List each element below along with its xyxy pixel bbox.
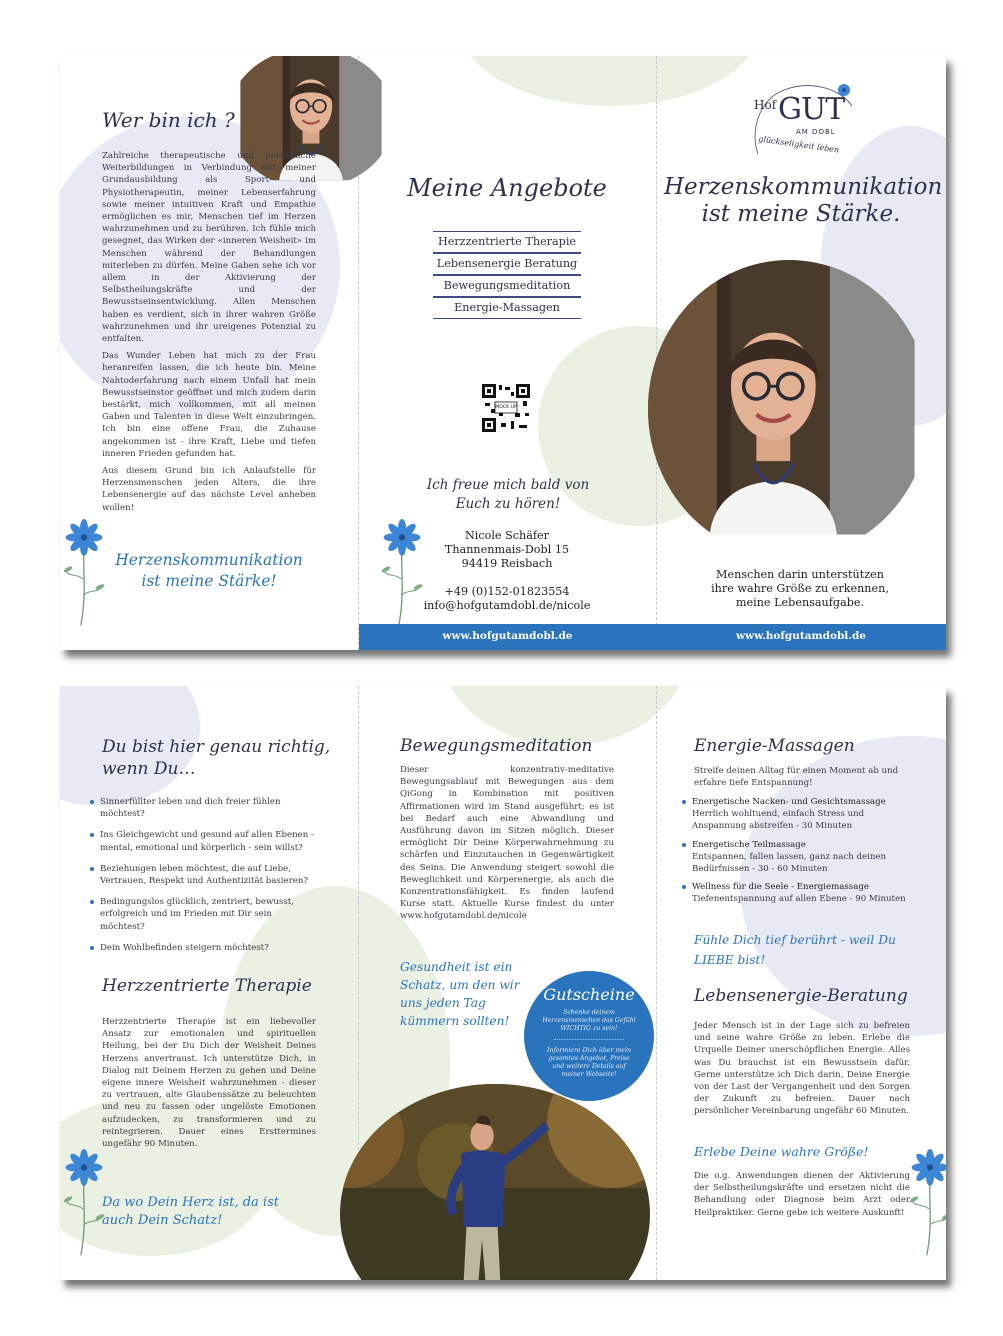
offer-item[interactable]: Herzzentrierte Therapie	[433, 231, 581, 253]
fold-line	[656, 56, 657, 650]
website-link[interactable]: www.hofgutamdobl.de	[442, 630, 573, 642]
about-paragraph: Zahlreiche therapeutische und persönliche Weiterbildungen in Verbindung mit meiner Grundausbildung als Sport- und Physiotherapeutin, meiner Lebenserfahrung sowie meiner intuitiven Kraft und Empathie ermöglichen es mir, Menschen tief im Herzen wahrzunehmen und zu berühren. Ich fühle mich gesegnet, das Wirken der «inneren Weisheit» im Menschen während der Behandlungen miterleben zu dürfen. Meine Gaben sehe ich vor allem in der Aktivierung der Selbstheilungskräfte und der Bewusstseinsentwicklung. Allen Menschen haben es verdient, sich in ihrer wahren Größe wahrzunehmen und ihr ureigenes Potenzial zu entfalten.	[102, 151, 316, 345]
cover-title	[664, 174, 943, 228]
divider	[554, 1039, 624, 1040]
list-item: Bedingungslos glücklich, zentriert, bewusst, erfolgreich und im Frieden mit Dir sein möchtest?	[90, 896, 318, 933]
counseling-text: Jeder Mensch ist in der Lage sich zu befreien und seine wahre Größe zu leben. Erlebe die Urquelle Deiner unerschöpflichen Energie. Alles was Du brauchst ist ein Bewusstsein dafür. Gerne unterstütze ich Dich darin, Deine Energie von der Last der Vergangenheit und den Sorgen der Zukunft zu befreien. Dauer nach persönlicher Vereinbarung ungefähr 60 Minuten.	[694, 1021, 910, 1117]
voucher-badge[interactable]	[524, 971, 654, 1101]
about-paragraph: Aus diesem Grund bin ich Anlaufstelle für Herzensmenschen jeden Alters, die ihre Lebensenergie auf das nächste Level anheben wollen!	[102, 466, 316, 513]
cornflower-icon	[906, 1126, 946, 1276]
therapy-text: Herzzentrierte Therapie ist ein liebevoller Ansatz zur emotionalen und spirituellen Heilung, bei der Du Dich der Weisheit Deines Herzens anvertraust. Ich unterstütze Dich, in Dialog mit Deinem Herzen zu gehen und Deine eigene innere Weisheit wahrzunehmen - dieser zu vertrauen, alte Glaubenssätze zu beleuchten und neu zu fassen oder ungelöste Emotionen aufzudecken, zu transformieren und zu reintegrieren. Dauer eines Ersttermines ungefähr 90 Minuten.	[102, 1017, 316, 1150]
qr-label: MOCK UP	[495, 405, 517, 410]
website-link[interactable]: www.hofgutamdobl.de	[736, 630, 866, 642]
about-title: Wer bin ich ?	[102, 108, 235, 132]
contact-street: Thannenmais-Dobl 15	[444, 543, 570, 557]
list-item	[682, 796, 910, 833]
cover-caption-line: ihre wahre Größe zu erkennen,	[711, 582, 889, 596]
contact-phone[interactable]: +49 (0)152-01823554	[444, 584, 570, 598]
meditation-title: Bewegungsmeditation	[400, 736, 593, 756]
counseling-slogan: Erlebe Deine wahre Größe!	[694, 1144, 869, 1159]
massage-list	[682, 796, 910, 912]
logo-tagline: glückseligkeit leben	[757, 134, 840, 155]
website-bar[interactable]	[656, 624, 946, 650]
about-text	[102, 150, 316, 514]
massage-desc: Entspannen, fallen lassen, ganz nach deinen Bedürfnissen - 30 - 60 Minuten	[692, 851, 887, 875]
about-paragraph: Das Wunder Leben hat mich zu der Frau heranreifen lassen, die ich heute bin. Meine Nahtoderfahrung nach einem Unfall hat mein Bewusstseinstor geöffnet und mich zudem darin bestärkt, mich vollkommen, mit all meinen Gaben und Talenten in diese Welt einzubringen. Ich bin eine offene Frau, die Zuhause angekommen ist - ihre Kraft, Liebe und tiefen inneren Frieden gefunden hat.	[102, 351, 316, 459]
meditation-text: Dieser konzentrativ-meditative Bewegungsablauf mit Bewegungen aus dem QiGong in Kombination mit positiven Affirmationen wird im Stand ausgeführt; es ist bei Bedarf auch eine Abwandlung und Ausführung davon im Sitzen möglich. Dieser ermöglicht Dir Deine Körperwahrnehmung zu schärfen und Einzutauchen in Gegenwärtigkeit des Seins. Die Anwendung steigert sowohl die Beweglichkeit und Körperenergie, als auch die Konzentrationsfähigkeit. Es finden laufend Kurse statt. Aktuelle Kurse findest du unter www.hofgutamdobl.de/nicole	[400, 765, 614, 922]
title-line: Du bist hier genau richtig,	[102, 737, 331, 757]
voucher-text: Schenke deinem Herzensmenschen das Gefühl WICHTIG zu sein!	[542, 1009, 636, 1032]
qr-code[interactable]	[481, 383, 531, 433]
contact-name: Nicole Schäfer	[464, 529, 550, 542]
brochure-outside	[60, 56, 946, 650]
right-for-you-list	[90, 796, 318, 963]
list-item: Ins Gleichgewicht und gesund auf allen Ebenen - mental, emotional und körperlich - sein willst?	[90, 829, 318, 853]
logo-hof: Hof	[754, 98, 777, 112]
offer-item[interactable]: Energie-Massagen	[433, 297, 581, 319]
contact-city: 94419 Reisbach	[461, 557, 553, 571]
cover-caption-line: Menschen darin unterstützen	[716, 568, 884, 581]
greeting: Ich freue mich bald von Euch zu hören!	[426, 477, 590, 512]
massage-intro: Streife deinen Alltag für einen Moment ab und erfahre tiefe Entspannung!	[694, 766, 899, 789]
hofgut-logo	[740, 76, 870, 168]
list-item: Dein Wohlbefinden steigern möchtest?	[90, 942, 318, 954]
massage-desc: Herrlich wohltuend, einfach Stress und Anspannung abstreifen - 30 Minuten	[692, 809, 865, 832]
contact-email[interactable]: info@hofgutamdobl.de/nicole	[423, 598, 591, 612]
list-item: Beziehungen leben möchtest, die auf Liebe, Vertrauen, Respekt und Authentizität basieren?	[90, 863, 318, 887]
voucher-title: Gutscheine	[543, 985, 635, 1004]
voucher-text: Informiere Dich über mein gesamtes Angebot, Preise und weitere Details auf meiner Webseite!	[547, 1047, 631, 1078]
logo-am-dobl: AM DOBL	[796, 128, 836, 136]
title-line: wenn Du…	[102, 759, 196, 779]
meditation-slogan: Gesundheit ist ein Schatz, um den wir uns jeden Tag kümmern sollten!	[400, 960, 520, 1028]
massage-name: Energetische Teilmassage	[692, 839, 806, 850]
contact-block	[400, 529, 614, 613]
massage-slogan: Fühle Dich tief berührt - weil Du LIEBE bist!	[694, 933, 896, 967]
cover-caption-line: meine Lebensaufgabe.	[735, 596, 865, 610]
fold-line	[656, 686, 657, 1280]
offer-item[interactable]: Bewegungsmeditation	[433, 275, 581, 297]
massage-title: Energie-Massagen	[694, 736, 855, 756]
therapy-title: Herzzentrierte Therapie	[102, 976, 312, 996]
logo-gut: GUT	[778, 92, 845, 127]
therapy-slogan: Da wo Dein Herz ist, da ist auch Dein Schatz!	[102, 1195, 279, 1228]
list-item	[682, 881, 910, 905]
cover-title-line: ist meine Stärke.	[701, 201, 901, 227]
list-item	[682, 839, 910, 876]
massage-name: Energetische Nacken- und Gesichtsmassage	[692, 797, 886, 807]
offer-item[interactable]: Lebensenergie Beratung	[433, 253, 581, 275]
offers-title: Meine Angebote	[407, 174, 607, 202]
brochure-inside	[60, 686, 946, 1280]
cornflower-icon	[60, 496, 108, 646]
cornflower-icon	[60, 1126, 108, 1276]
massage-name: Wellness für die Seele - Energiemassage	[692, 882, 869, 893]
counseling-note: Die o.g. Anwendungen dienen der Aktivierung der Selbstheilungskräfte und ersetzen nicht die Behandlung oder Diagnose beim Arzt oder Heilpraktiker. Gerne gebe ich weitere Auskunft!	[694, 1171, 910, 1218]
cover-title-line: Herzenskommunikation	[664, 174, 943, 200]
cover-caption	[680, 568, 920, 611]
list-item: Sinnerfüllter leben und dich freier fühlen möchtest?	[90, 796, 318, 820]
massage-desc: Tiefenentspannung auf allen Ebene - 90 Minuten	[692, 894, 906, 905]
portrait-photo-large	[648, 260, 930, 558]
counseling-title: Lebensenergie-Beratung	[694, 986, 908, 1006]
bg-circle	[460, 56, 760, 106]
right-for-you-title	[102, 736, 330, 780]
website-bar[interactable]	[359, 624, 656, 650]
about-slogan: Herzenskommunikation ist meine Stärke!	[115, 551, 303, 590]
